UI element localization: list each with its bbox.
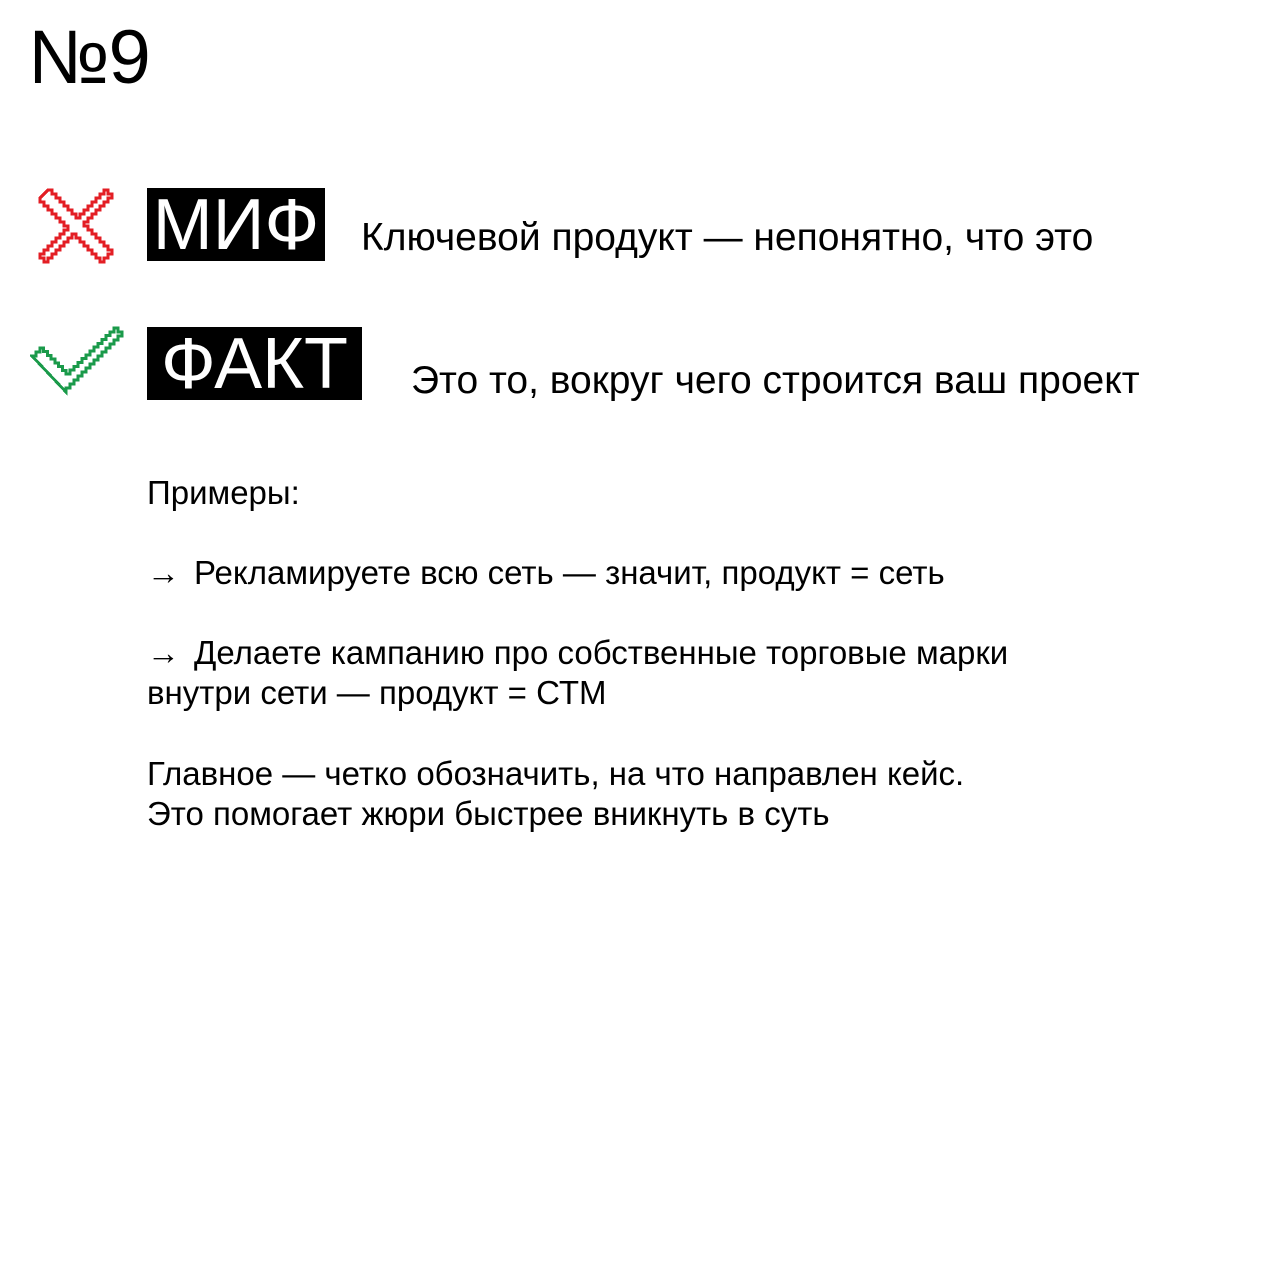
example-line [147,553,945,593]
example-text: Делаете кампанию про собственные торговые марки [194,634,1009,671]
fact-statement: Это то, вокруг чего строится ваш проект [411,359,1140,402]
example-item [147,553,945,593]
example-item [147,633,1008,713]
examples-title: Примеры: [147,474,300,511]
cross-icon [38,188,114,264]
myth-statement: Ключевой продукт — непонятно, что это [361,216,1094,259]
myth-tag-label: МИФ [152,184,320,265]
slide-number: №9 [28,15,150,100]
conclusion-line-2: Это помогает жюри быстрее вникнуть в суть [147,795,830,832]
myth-tag [147,184,325,265]
conclusion-line-1: Главное — четко обозначить, на что направлен кейс. [147,755,965,792]
example-line-continued: внутри сети — продукт = СТМ [147,674,607,711]
arrow-right-icon: → [147,554,180,591]
checkmark-icon [30,326,126,402]
fact-tag [147,323,362,404]
conclusion [147,754,964,834]
example-text: Рекламируете всю сеть — значит, продукт = сеть [194,554,945,591]
fact-tag-label: ФАКТ [160,323,349,404]
arrow-right-icon: → [147,634,180,671]
example-line [147,633,1008,673]
